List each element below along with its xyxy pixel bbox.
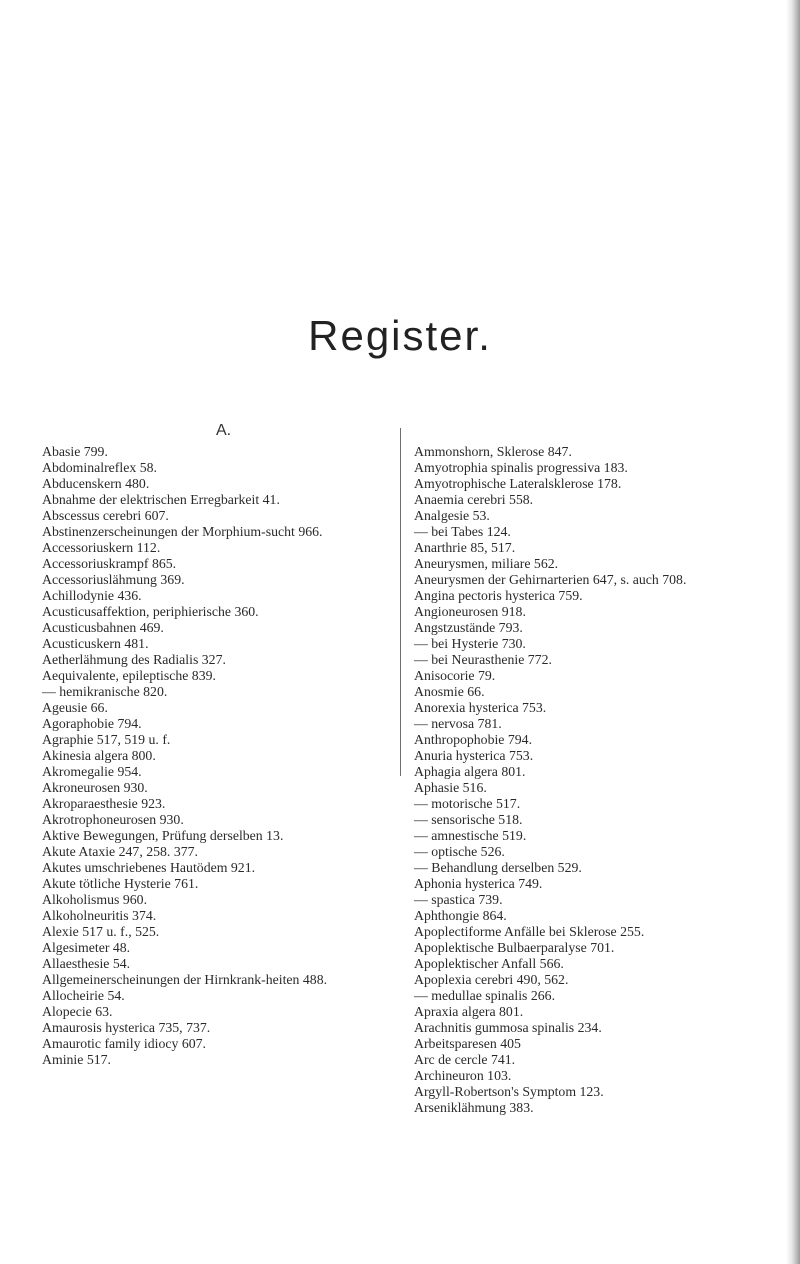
index-entry: Archineuron 103. bbox=[414, 1068, 512, 1083]
index-entry: — amnestische 519. bbox=[414, 828, 527, 843]
index-entry: Apraxia algera 801. bbox=[414, 1004, 524, 1019]
index-entry: Arbeitsparesen 405 bbox=[414, 1036, 521, 1051]
index-entry: Aktive Bewegungen, Prüfung derselben 13. bbox=[42, 828, 284, 843]
index-entry: Angioneurosen 918. bbox=[414, 604, 526, 619]
index-entry: Accessoriuslähmung 369. bbox=[42, 572, 185, 587]
index-entry: Allaesthesie 54. bbox=[42, 956, 131, 971]
index-entry: Akroneurosen 930. bbox=[42, 780, 148, 795]
index-entry: Anuria hysterica 753. bbox=[414, 748, 534, 763]
index-entry: Alopecie 63. bbox=[42, 1004, 113, 1019]
index-entry: Akrotrophoneurosen 930. bbox=[42, 812, 184, 827]
index-entry: Accessoriuskrampf 865. bbox=[42, 556, 177, 571]
index-entry: Anosmie 66. bbox=[414, 684, 485, 699]
index-entry: — bei Tabes 124. bbox=[414, 524, 511, 539]
index-entry: Anorexia hysterica 753. bbox=[414, 700, 547, 715]
index-entry: Akute tötliche Hysterie 761. bbox=[42, 876, 199, 891]
index-entry: Allgemeinerscheinungen der Hirnkrank-heiten 488. bbox=[42, 972, 328, 987]
index-entry: — Behandlung derselben 529. bbox=[414, 860, 582, 875]
index-entry: — bei Neurasthenie 772. bbox=[414, 652, 552, 667]
index-entry: Aneurysmen, miliare 562. bbox=[414, 556, 559, 571]
index-entry: — nervosa 781. bbox=[414, 716, 502, 731]
index-entry: Aphthongie 864. bbox=[414, 908, 507, 923]
index-entry: Alexie 517 u. f., 525. bbox=[42, 924, 160, 939]
index-entry: Arachnitis gummosa spinalis 234. bbox=[414, 1020, 602, 1035]
index-entry: Akute Ataxie 247, 258. 377. bbox=[42, 844, 198, 859]
index-entry: Arseniklähmung 383. bbox=[414, 1100, 534, 1115]
section-letter: A. bbox=[216, 422, 232, 439]
index-entry: Apoplektische Bulbaerparalyse 701. bbox=[414, 940, 615, 955]
index-entry: Ammonshorn, Sklerose 847. bbox=[414, 444, 572, 459]
index-entry: Aphasie 516. bbox=[414, 780, 487, 795]
index-entry: — motorische 517. bbox=[414, 796, 521, 811]
index-entry: — optische 526. bbox=[414, 844, 505, 859]
index-entry: Akromegalie 954. bbox=[42, 764, 142, 779]
index-entry: Analgesie 53. bbox=[414, 508, 490, 523]
index-entry: Ageusie 66. bbox=[42, 700, 108, 715]
index-entry: Akroparaesthesie 923. bbox=[42, 796, 166, 811]
index-entry: Abstinenzerscheinungen der Morphium-sucht 966. bbox=[42, 524, 323, 539]
index-entry: Amaurosis hysterica 735, 737. bbox=[42, 1020, 211, 1035]
index-entry: — sensorische 518. bbox=[414, 812, 523, 827]
index-entry: Anisocorie 79. bbox=[414, 668, 496, 683]
index-entry: — hemikranische 820. bbox=[42, 684, 168, 699]
index-entry: Akutes umschriebenes Hautödem 921. bbox=[42, 860, 256, 875]
index-entry: Amaurotic family idiocy 607. bbox=[42, 1036, 206, 1051]
page-edge-shadow bbox=[786, 0, 800, 1264]
index-entry: Apoplectiforme Anfälle bei Sklerose 255. bbox=[414, 924, 645, 939]
index-entry: Acusticusbahnen 469. bbox=[42, 620, 164, 635]
index-entry: Alkoholneuritis 374. bbox=[42, 908, 157, 923]
index-entry: Aphonia hysterica 749. bbox=[414, 876, 543, 891]
index-entry: Aphagia algera 801. bbox=[414, 764, 526, 779]
index-entry: Amyotrophische Lateralsklerose 178. bbox=[414, 476, 622, 491]
index-column-right bbox=[414, 444, 768, 1116]
index-entry: Acusticuskern 481. bbox=[42, 636, 149, 651]
index-entry: Apoplexia cerebri 490, 562. bbox=[414, 972, 569, 987]
index-entry: Abasie 799. bbox=[42, 444, 108, 459]
index-column-left bbox=[42, 444, 388, 1068]
index-entry: — spastica 739. bbox=[414, 892, 503, 907]
index-entry: Aequivalente, epileptische 839. bbox=[42, 668, 216, 683]
index-entry: Alkoholismus 960. bbox=[42, 892, 148, 907]
index-entry: Amyotrophia spinalis progressiva 183. bbox=[414, 460, 628, 475]
index-entry: Abnahme der elektrischen Erregbarkeit 41. bbox=[42, 492, 280, 507]
index-entry: Abdominalreflex 58. bbox=[42, 460, 157, 475]
column-divider bbox=[400, 428, 401, 776]
index-entry: Acusticusaffektion, periphierische 360. bbox=[42, 604, 259, 619]
index-entry: Anthropophobie 794. bbox=[414, 732, 533, 747]
index-entry: — medullae spinalis 266. bbox=[414, 988, 556, 1003]
index-entry: Angina pectoris hysterica 759. bbox=[414, 588, 583, 603]
index-entry: Achillodynie 436. bbox=[42, 588, 142, 603]
page-title: Register. bbox=[308, 312, 492, 359]
index-entry: Accessoriuskern 112. bbox=[42, 540, 161, 555]
index-entry: Aneurysmen der Gehirnarterien 647, s. auch 708. bbox=[414, 572, 687, 587]
index-entry: Aminie 517. bbox=[42, 1052, 111, 1067]
index-entry: Aetherlähmung des Radialis 327. bbox=[42, 652, 226, 667]
index-entry: Akinesia algera 800. bbox=[42, 748, 156, 763]
index-entry: Abducenskern 480. bbox=[42, 476, 150, 491]
index-entry: Arc de cercle 741. bbox=[414, 1052, 516, 1067]
index-entry: Algesimeter 48. bbox=[42, 940, 131, 955]
index-entry: Angstzustände 793. bbox=[414, 620, 523, 635]
index-entry: Anaemia cerebri 558. bbox=[414, 492, 534, 507]
index-entry: Apoplektischer Anfall 566. bbox=[414, 956, 564, 971]
index-entry: Abscessus cerebri 607. bbox=[42, 508, 169, 523]
index-entry: Allocheirie 54. bbox=[42, 988, 125, 1003]
index-entry: Anarthrie 85, 517. bbox=[414, 540, 516, 555]
index-entry: — bei Hysterie 730. bbox=[414, 636, 526, 651]
index-entry: Agoraphobie 794. bbox=[42, 716, 142, 731]
index-entry: Agraphie 517, 519 u. f. bbox=[42, 732, 171, 747]
index-entry: Argyll-Robertson's Symptom 123. bbox=[414, 1084, 604, 1099]
